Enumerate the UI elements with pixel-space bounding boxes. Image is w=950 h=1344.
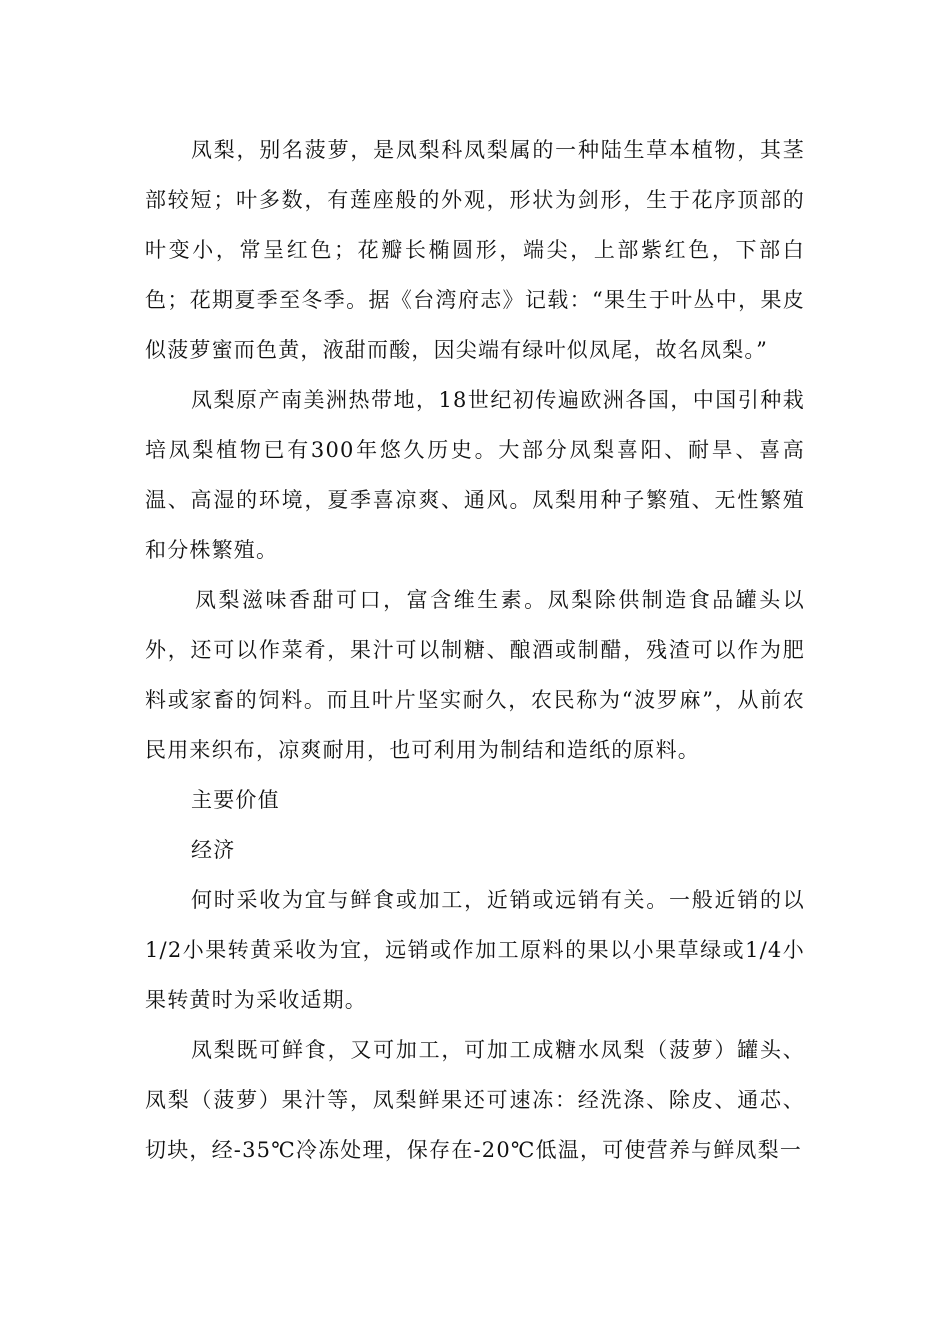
paragraph-processing: 凤梨既可鲜食，又可加工，可加工成糖水凤梨（菠萝）罐头、凤梨（菠萝）果汁等，凤梨鲜果还可速冻：经洗涤、除皮、通芯、切块，经-35℃冷冻处理，保存在-20℃低温，可使营养与鲜凤梨一 (145, 1038, 805, 1162)
document-body (145, 125, 805, 1175)
paragraph-pineapple-origin: 凤梨原产南美洲热带地，18世纪初传遍欧洲各国，中国引种栽培凤梨植物已有300年悠久历史。大部分凤梨喜阳、耐旱、喜高温、高湿的环境，夏季喜凉爽、通风。凤梨用种子繁殖、无性繁殖和分株繁殖。 (145, 388, 805, 562)
subsection-heading-economy: 经济 (191, 838, 236, 862)
paragraph-pineapple-description: 凤梨，别名菠萝，是凤梨科凤梨属的一种陆生草本植物，其茎部较短；叶多数，有莲座般的外观，形状为剑形，生于花序顶部的叶变小，常呈红色；花瓣长椭圆形，端尖，上部紫红色，下部白色；花期夏季至冬季。据《台湾府志》记载：“果生于叶丛中，果皮似菠萝蜜而色黄，液甜而酸，因尖端有绿叶似凤尾，故名凤梨。” (145, 138, 805, 362)
paragraph-pineapple-uses: 凤梨滋味香甜可口，富含维生素。凤梨除供制造食品罐头以外，还可以作菜肴，果汁可以制糖、酿酒或制醋，残渣可以作为肥料或家畜的饲料。而且叶片坚实耐久，农民称为“波罗麻”，从前农民用来织布，凉爽耐用，也可利用为制结和造纸的原料。 (145, 588, 805, 762)
paragraph-harvest-timing: 何时采收为宜与鲜食或加工，近销或远销有关。一般近销的以1/2小果转黄采收为宜，远销或作加工原料的果以小果草绿或1/4小果转黄时为采收适期。 (145, 888, 805, 1012)
section-heading-main-value: 主要价值 (191, 788, 280, 812)
